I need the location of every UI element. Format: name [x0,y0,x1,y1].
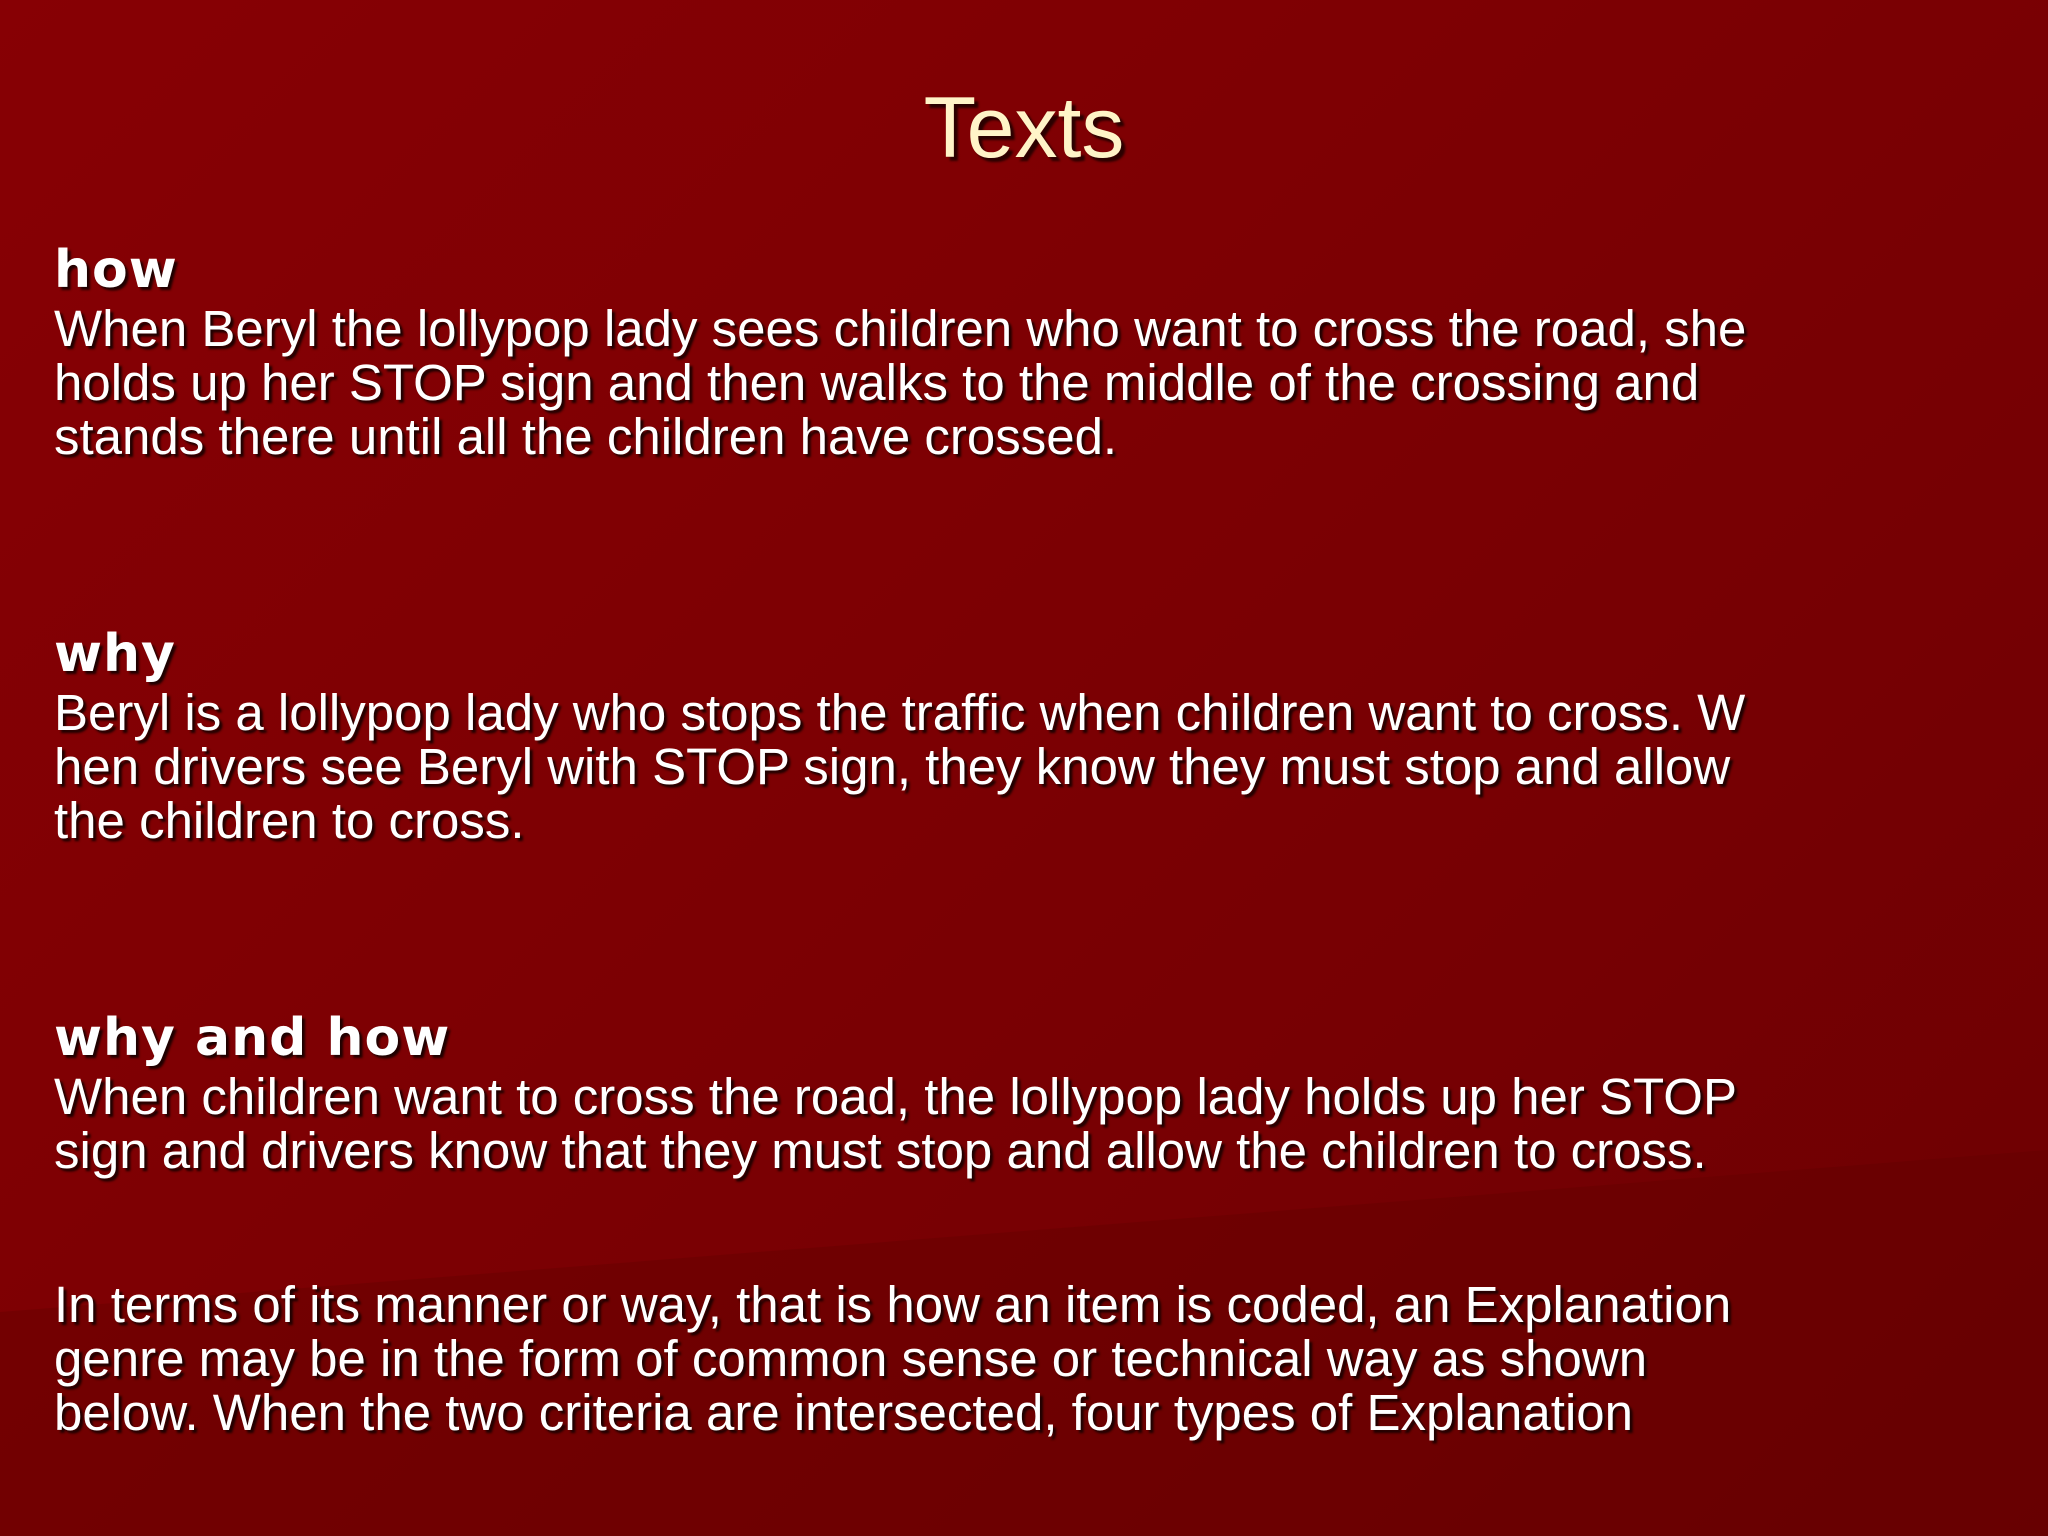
closing-block [54,1278,2014,1440]
section-why [54,622,2014,848]
section-heading-how: how [54,240,178,300]
section-how [54,238,2014,464]
section-heading-why-and-how: why and how [54,1008,451,1068]
section-text-how: When Beryl the lollypop lady sees children who want to cross the road, she holds up her STOP sign and then walks to the middle of the crossing and stands there until all the children have crossed. [54,300,1747,465]
slide-title: Texts [923,80,1125,176]
section-text-why-and-how: When children want to cross the road, the lollypop lady holds up her STOP sign and drivers know that they must stop and allow the children to cross. [54,1068,1737,1179]
closing-paragraph: In terms of its manner or way, that is how an item is coded, an Explanation genre may be in the form of common sense or technical way as shown below. When the two criteria are intersected, four types of Explanation [54,1276,1732,1441]
section-why-and-how [54,1006,2014,1178]
section-heading-why: why [54,624,176,684]
section-text-why: Beryl is a lollypop lady who stops the traffic when children want to cross. W hen drivers see Beryl with STOP sign, they know they must stop and allow the children to cross. [54,684,1746,849]
